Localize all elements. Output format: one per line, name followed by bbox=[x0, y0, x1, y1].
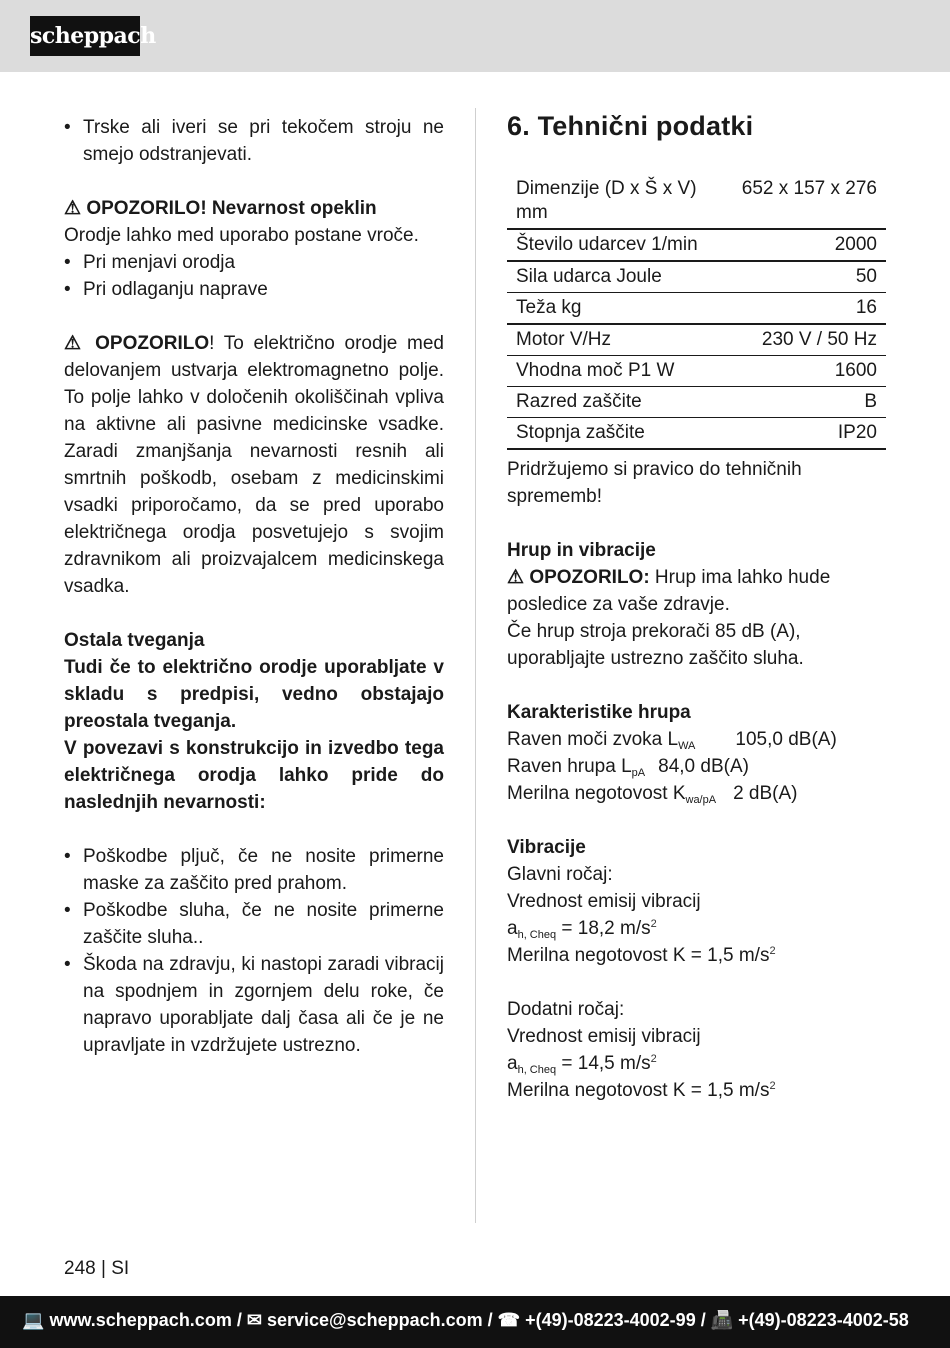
table-row bbox=[507, 387, 886, 418]
warning-icon: ⚠ bbox=[64, 333, 86, 354]
extra-handle-label: Dodatni ročaj: bbox=[507, 999, 625, 1020]
table-row bbox=[507, 418, 886, 450]
spec-value: 16 bbox=[855, 297, 877, 318]
phone-number[interactable]: +(49)-08223-4002-99 bbox=[525, 1310, 696, 1330]
noise-warning-label: OPOZORILO: bbox=[529, 567, 650, 588]
warning-burn-text: Orodje lahko med uporabo postane vroče. bbox=[64, 225, 419, 246]
spec-label: Dimenzije (D x Š x V) mm bbox=[516, 178, 697, 223]
table-row bbox=[507, 293, 886, 325]
page-header bbox=[0, 0, 950, 72]
list-item: • Pri menjavi orodja bbox=[64, 249, 444, 276]
table-row bbox=[507, 324, 886, 356]
fax-icon: 📠 bbox=[710, 1310, 734, 1330]
table-row bbox=[507, 174, 886, 229]
phone-icon: ☎ bbox=[497, 1310, 521, 1330]
warning-icon: ⚠ bbox=[507, 567, 525, 588]
noise-warning bbox=[507, 564, 887, 618]
table-row bbox=[507, 356, 886, 387]
spec-value: 2000 bbox=[834, 234, 877, 255]
list-item: • Poškodbe pljuč, če ne nosite primerne maske za zaščito pred prahom. bbox=[64, 843, 444, 897]
list-item: • Pri odlaganju naprave bbox=[64, 276, 444, 303]
main-handle-value: $a_{h, Cheq} = 18,2$ $m/s^2$ bbox=[507, 918, 657, 941]
noise-value: 2 dB(A) bbox=[733, 783, 798, 804]
noise-char-title: Karakteristike hrupa bbox=[507, 702, 691, 723]
extra-handle-value: $a_{h, Cheq} = 14,5$ $m/s^2$ bbox=[507, 1053, 657, 1076]
spec-label: Motor V/Hz bbox=[516, 329, 612, 350]
scheppach-logo: scheppach bbox=[30, 16, 140, 56]
main-handle-uncertainty: Merilna negotovost K = 1,5 $m/s^2$ bbox=[507, 945, 776, 966]
list-item: • Poškodbe sluha, če ne nosite primerne zaščite sluha.. bbox=[64, 897, 444, 951]
emission-label: Vrednost emisij vibracij bbox=[507, 891, 701, 912]
noise-line2: Če hrup stroja prekorači 85 dB (A), uporabljajte ustrezno zaščito sluha. bbox=[507, 621, 804, 669]
spec-value: 50 bbox=[855, 266, 877, 287]
table-row bbox=[507, 261, 886, 293]
spec-value: IP20 bbox=[837, 422, 877, 443]
warning-burn-title: ⚠ OPOZORILO! Nevarnost opeklin bbox=[64, 198, 377, 219]
main-handle-label: Glavni ročaj: bbox=[507, 864, 613, 885]
noise-value: 84,0 dB(A) bbox=[658, 756, 749, 777]
spec-value: 230 V / 50 Hz bbox=[761, 329, 877, 350]
noise-row-level: Raven hrupa $L_{pA}$ 84,0 dB(A) bbox=[507, 756, 749, 779]
noise-value: 105,0 dB(A) bbox=[735, 729, 837, 750]
right-column bbox=[507, 108, 887, 1104]
spec-value: 1600 bbox=[834, 360, 877, 381]
website-link[interactable]: www.scheppach.com bbox=[49, 1310, 232, 1330]
email-link[interactable]: service@scheppach.com bbox=[266, 1310, 483, 1330]
computer-icon: 💻 bbox=[22, 1310, 45, 1330]
spec-label: Razred zaščite bbox=[516, 391, 642, 412]
vibration-title: Vibracije bbox=[507, 837, 586, 858]
fax-number: +(49)-08223-4002-58 bbox=[738, 1310, 909, 1330]
mail-icon: ✉ bbox=[246, 1310, 262, 1330]
spec-label: Vhodna moč P1 W bbox=[516, 360, 675, 381]
extra-handle-uncertainty: Merilna negotovost K = 1,5 $m/s^2$ bbox=[507, 1080, 776, 1101]
column-divider bbox=[475, 108, 476, 1223]
left-column bbox=[64, 114, 444, 1059]
table-row bbox=[507, 229, 886, 261]
list-item: • Škoda na zdravju, ki nastopi zaradi vibracij na spodnjem in zgornjem delu roke, če napravo uporabljate dalj časa ali če je ne upravljate in vzdržujete ustrezno. bbox=[64, 951, 444, 1059]
spec-value: B bbox=[864, 391, 877, 412]
list-item: • Trske ali iveri se pri tekočem stroju ne smejo odstranjevati. bbox=[64, 114, 444, 168]
warning-emf-text: ! To električno orodje med delovanjem ustvarja elektromagnetno polje. To polje lahko v določenih okoliščinah vpliva na aktivne ali pasivne medicinske vsadke. Zaradi zmanjšanja nevarnosti resnih ali smrtnih poškodb, osebam z medicinskimi vsadki priporočamo, da se pred uporabo električnega orodja posvetujejo s svojim zdravnikom ali proizvajalcem medicinskega vsadka. bbox=[64, 333, 445, 597]
reserve-note: Pridržujemo si pravico do tehničnih sprememb! bbox=[507, 459, 802, 507]
bullet-list-burn bbox=[64, 249, 444, 303]
warning-emf-title: OPOZORILO bbox=[95, 333, 210, 354]
spec-table bbox=[507, 174, 886, 450]
bullet-list-risks bbox=[64, 843, 444, 1059]
spec-label: Teža kg bbox=[516, 297, 582, 318]
warning-icon: ⚠ bbox=[64, 198, 82, 219]
spec-label: Stopnja zaščite bbox=[516, 422, 645, 443]
spec-value: 652 x 157 x 276 bbox=[741, 178, 877, 199]
residual-risks-title: Ostala tveganja bbox=[64, 630, 205, 651]
warning-emf-paragraph bbox=[64, 330, 444, 600]
residual-risks-bold2: V povezavi s konstrukcijo in izvedbo tega električnega orodja lahko pride do naslednjih nevarnosti: bbox=[64, 738, 444, 813]
spec-label: Sila udarca Joule bbox=[516, 266, 662, 287]
noise-title: Hrup in vibracije bbox=[507, 540, 656, 561]
noise-row-power: Raven moči zvoka $L_{WA}$ 105,0 dB(A) bbox=[507, 729, 837, 752]
section-title: 6. Tehnični podatki bbox=[507, 111, 754, 141]
emission-label: Vrednost emisij vibracij bbox=[507, 1026, 701, 1047]
page-footer: 💻 www.scheppach.com / ✉ service@scheppach.com / ☎ +(49)-08223-4002-99 / 📠 +(49)-08223-4002-58 bbox=[0, 1296, 950, 1348]
page-number: 248 | SI bbox=[64, 1258, 130, 1279]
bullet-list-top bbox=[64, 114, 444, 168]
spec-label: Število udarcev 1/min bbox=[516, 234, 698, 255]
noise-warning-text: Hrup ima lahko hude posledice za vaše zdravje. bbox=[507, 567, 831, 615]
noise-row-uncertainty: Merilna negotovost $K_{wa/pA}$ 2 dB(A) bbox=[507, 783, 798, 806]
residual-risks-bold1: Tudi če to električno orodje uporabljate v skladu s predpisi, vedno obstajajo preostala tveganja. bbox=[64, 657, 444, 732]
